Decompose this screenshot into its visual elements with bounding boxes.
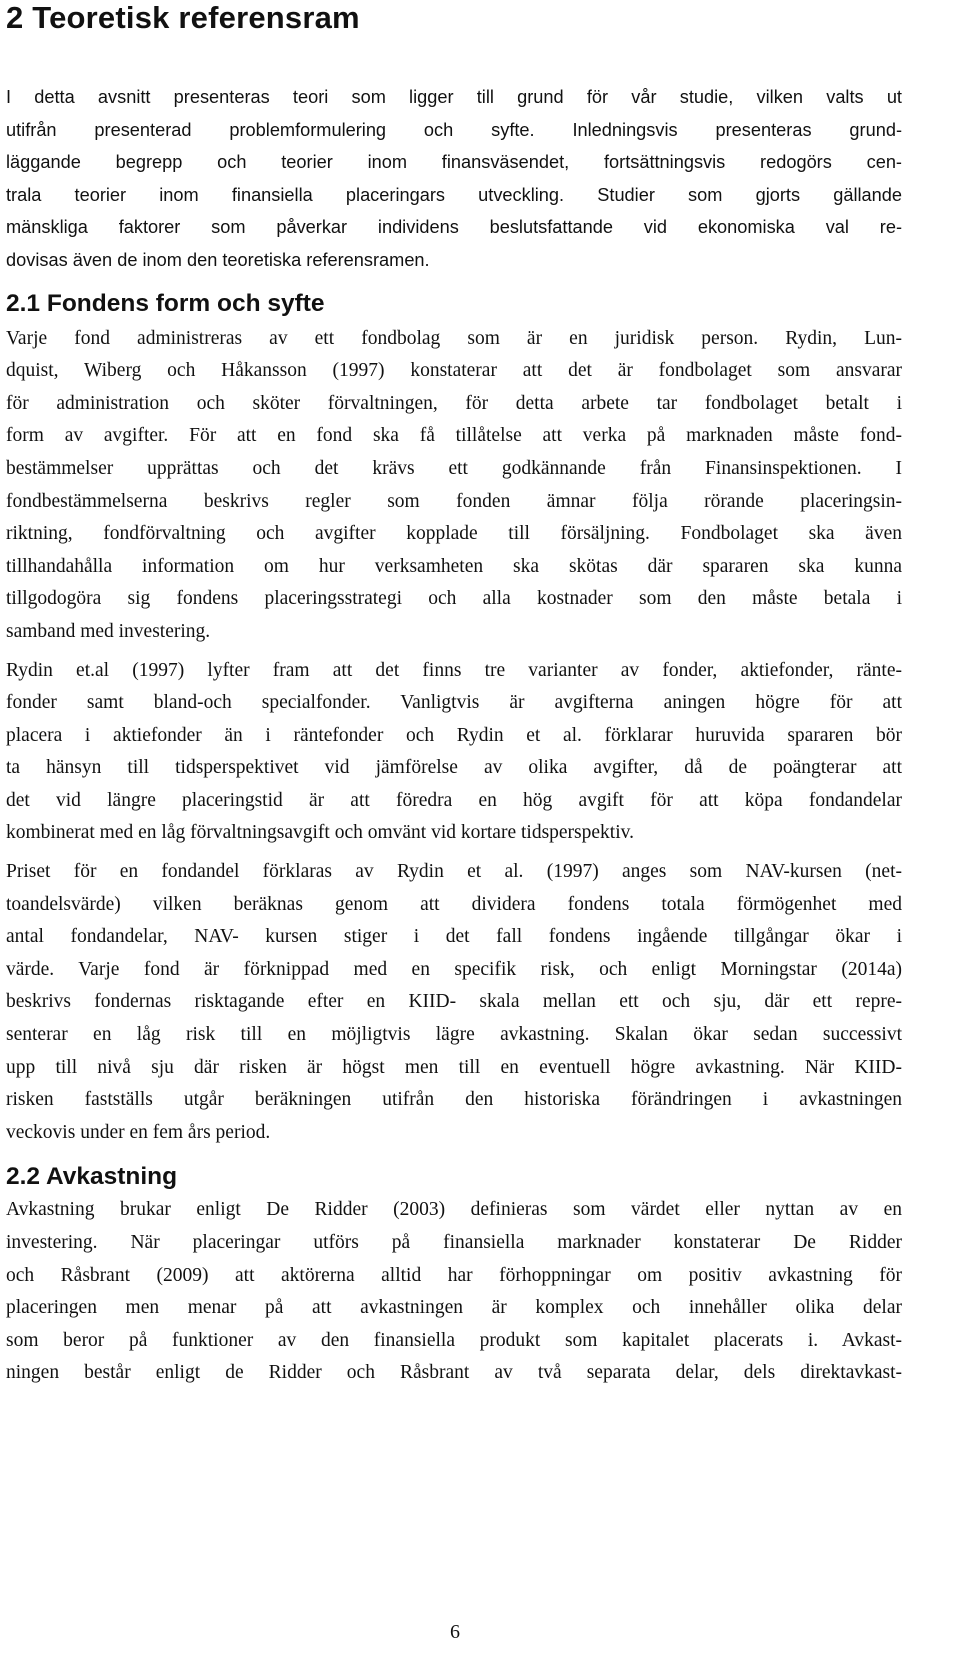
paragraph xyxy=(6,1194,902,1390)
text-line: kombinerat med en låg förvaltningsavgift och omvänt vid kortare tidsperspektiv. xyxy=(6,822,634,844)
text-line: för administration och sköter förvaltningen, för detta arbete tar fondbolaget betalt i xyxy=(6,392,902,414)
text-line: risken fastställs utgår beräkningen utifrån den historiska förändringen i avkastningen xyxy=(6,1089,902,1111)
text-line: fondbestämmelserna beskrivs regler som fonden ämnar följa rörande placeringsin- xyxy=(6,490,902,512)
text-line: placeringen men menar på att avkastningen är komplex och innehåller olika delar xyxy=(6,1297,902,1319)
text-line: som beror på funktioner av den finansiella produkt som kapitalet placerats i. Avkast- xyxy=(6,1329,902,1351)
text-line: ningen består enligt de Ridder och Råsbrant av två separata delar, dels direktavkast- xyxy=(6,1362,902,1384)
text-line: form av avgifter. För att en fond ska få tillåtelse att verka på marknaden måste fond- xyxy=(6,425,902,447)
subsection-heading-2-1: 2.1 Fondens form och syfte xyxy=(6,289,325,317)
text-line: veckovis under en fem års period. xyxy=(6,1121,271,1143)
text-line: Avkastning brukar enligt De Ridder (2003) definieras som värdet eller nyttan av en xyxy=(6,1199,902,1221)
text-line: riktning, fondförvaltning och avgifter kopplade till försäljning. Fondbolaget ska även xyxy=(6,523,902,545)
text-line: trala teorier inom finansiella placeringars utveckling. Studier som gjorts gällande xyxy=(6,184,902,205)
text-line: mänskliga faktorer som påverkar individens beslutsfattande vid ekonomiska val re- xyxy=(6,217,902,238)
page-content xyxy=(6,0,902,1390)
text-line: Varje fond administreras av ett fondbolag som är en juridisk person. Rydin, Lun- xyxy=(6,327,902,349)
text-line: bestämmelser upprättas och det krävs ett godkännande från Finansinspektionen. I xyxy=(6,457,902,479)
text-line: läggande begrepp och teorier inom finansväsendet, fortsättningsvis redogörs cen- xyxy=(6,152,902,173)
paragraph xyxy=(6,323,902,649)
text-line: beskrivs fondernas risktagande efter en KIID- skala mellan ett och sju, där ett repre- xyxy=(6,991,902,1013)
text-line: antal fondandelar, NAV- kursen stiger i det fall fondens ingående tillgångar ökar i xyxy=(6,926,902,948)
text-line: utifrån presenterad problemformulering och syfte. Inledningsvis presenteras grund- xyxy=(6,119,902,140)
subsection-heading-2-2: 2.2 Avkastning xyxy=(6,1163,178,1191)
text-line: tillgodogöra sig fondens placeringsstrategi och alla kostnader som den måste betala i xyxy=(6,588,902,610)
text-line: det vid längre placeringstid är att föredra en hög avgift för att köpa fondandelar xyxy=(6,789,902,811)
text-line: upp till nivå sju där risken är högst men till en eventuell högre avkastning. När KIID- xyxy=(6,1056,902,1078)
section-heading: 2 Teoretisk referensram xyxy=(6,0,360,35)
text-line: samband med investering. xyxy=(6,620,211,642)
text-line: Priset för en fondandel förklaras av Rydin et al. (1997) anges som NAV-kursen (net- xyxy=(6,861,902,883)
text-line: och Råsbrant (2009) att aktörerna alltid har förhoppningar om positiv avkastning för xyxy=(6,1264,902,1286)
text-line: dquist, Wiberg och Håkansson (1997) konstaterar att det är fondbolaget som ansvarar xyxy=(6,360,902,382)
paragraph xyxy=(6,655,902,851)
text-line: senterar en låg risk till en möjligtvis lägre avkastning. Skalan ökar sedan successivt xyxy=(6,1024,902,1046)
text-line: toandelsvärde) vilken beräknas genom att dividera fondens totala förmögenhet med xyxy=(6,893,902,915)
text-line: placera i aktiefonder än i räntefonder och Rydin et al. förklarar huruvida spararen bör xyxy=(6,724,902,746)
paragraph xyxy=(6,856,902,1149)
text-line: värde. Varje fond är förknippad med en specifik risk, och enligt Morningstar (2014a) xyxy=(6,958,902,980)
text-line: Rydin et.al (1997) lyfter fram att det finns tre varianter av fonder, aktiefonder, ränte- xyxy=(6,659,902,681)
text-line: investering. När placeringar utförs på finansiella marknader konstaterar De Ridder xyxy=(6,1232,902,1253)
intro-paragraph xyxy=(6,81,902,277)
text-line: ta hänsyn till tidsperspektivet vid jämförelse av olika avgifter, då de poängterar att xyxy=(6,757,902,779)
text-line: dovisas även de inom den teoretiska referensramen. xyxy=(6,249,430,270)
text-line: fonder samt bland-och specialfonder. Vanligtvis är avgifterna aningen högre för att xyxy=(6,692,902,714)
page-number: 6 xyxy=(450,1621,460,1643)
text-line: tillhandahålla information om hur verksamheten ska skötas där spararen ska kunna xyxy=(6,555,902,577)
text-line: I detta avsnitt presenteras teori som ligger till grund för vår studie, vilken valts ut xyxy=(6,87,902,107)
